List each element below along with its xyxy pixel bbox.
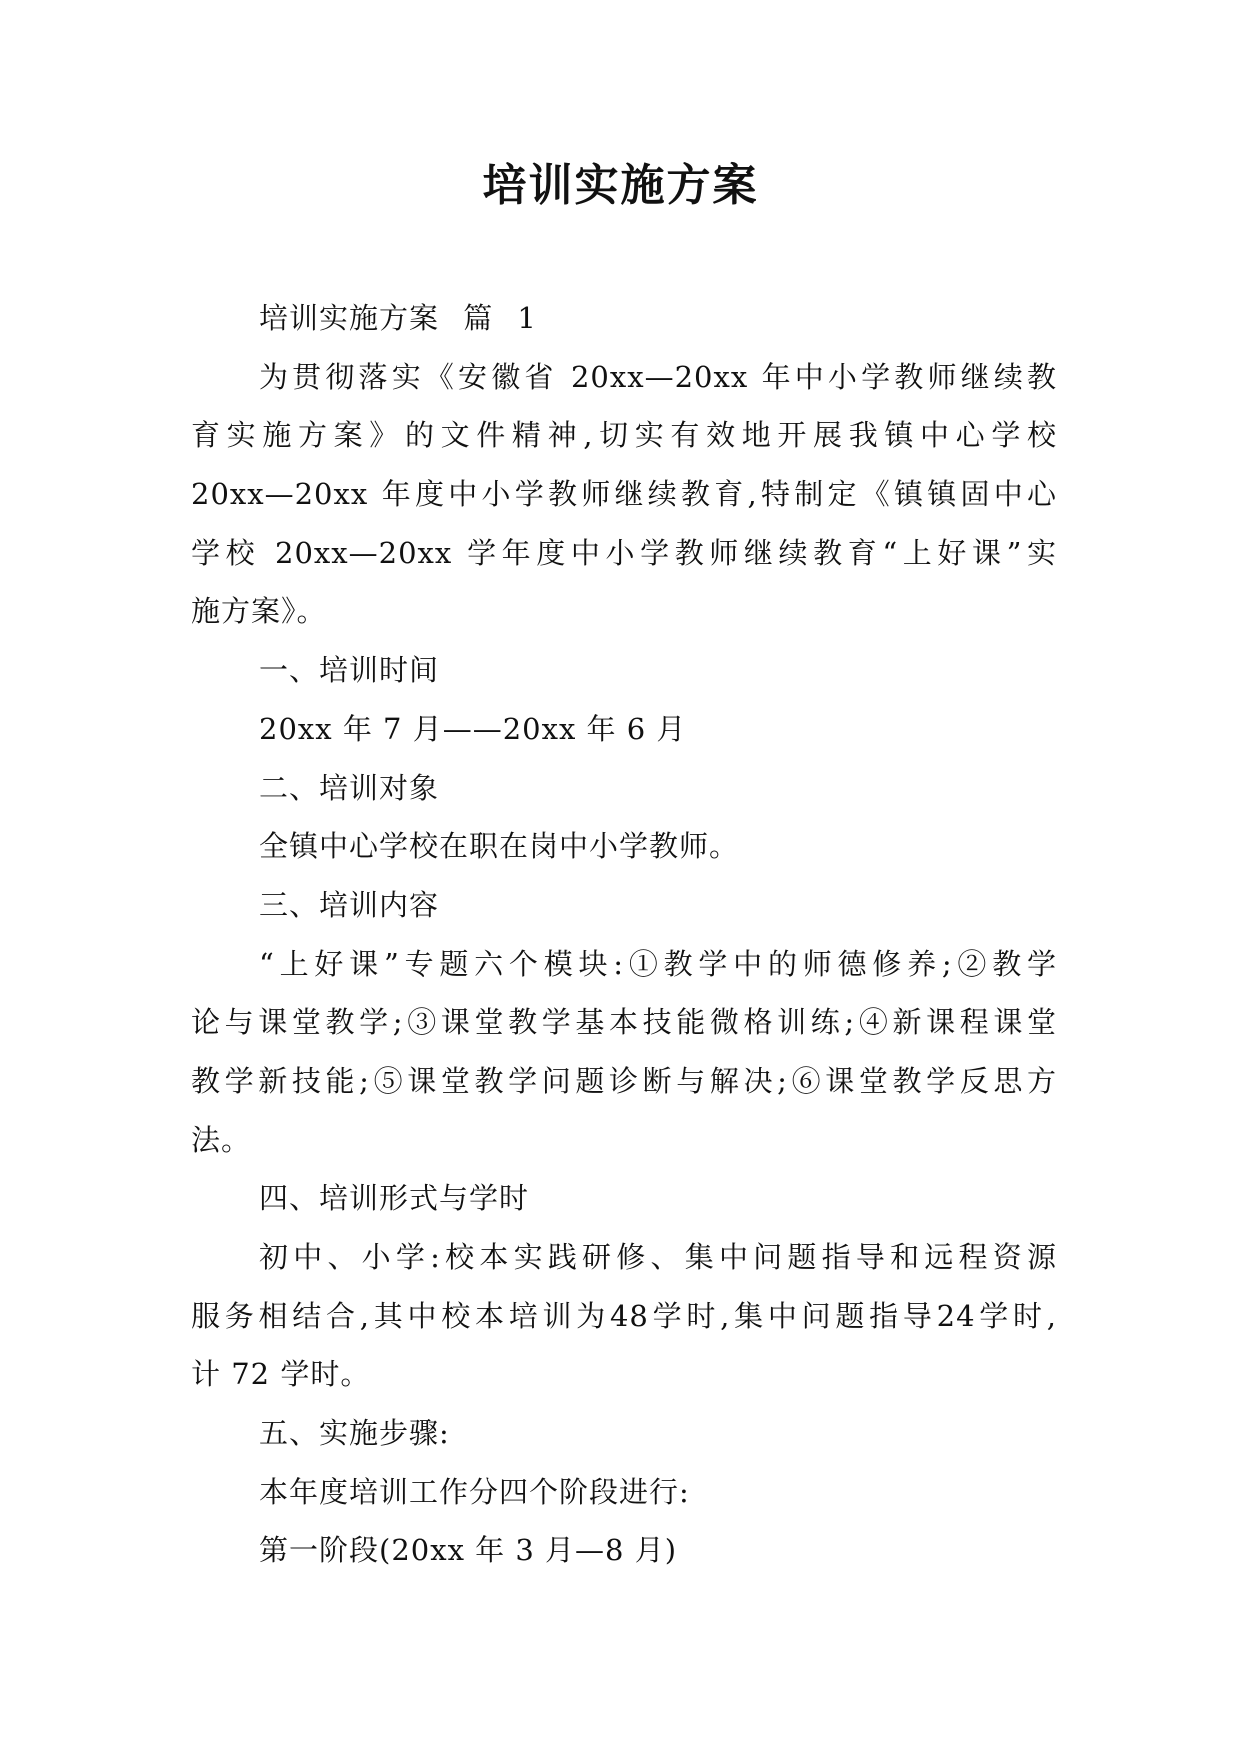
paragraph-line: 本年度培训工作分四个阶段进行:: [259, 1474, 690, 1509]
section-heading: 二、培训对象: [259, 770, 440, 805]
section-heading: 四、培训形式与学时: [259, 1181, 530, 1216]
paragraph-line: 施方案》。: [191, 594, 327, 629]
paragraph: [191, 1228, 1057, 1404]
paragraph: [191, 700, 1057, 759]
paragraph: [191, 935, 1057, 1170]
paragraph-line: 第一阶段(20xx 年 3 月—8 月): [259, 1533, 678, 1568]
paragraph: [191, 1463, 1057, 1522]
paragraph-line: 初中、小学:校本实践研修、集中问题指导和远程资源: [259, 1240, 1057, 1274]
section-heading-time: [191, 641, 1057, 700]
section-heading-target: [191, 759, 1057, 818]
intro-paragraph: [191, 348, 1057, 641]
paragraph-line: 论与课堂教学;③课堂教学基本技能微格训练;④新课程课堂: [191, 1005, 1057, 1040]
paragraph-line: 20xx 年 7 月——20xx 年 6 月: [259, 711, 687, 746]
paragraph-line: 为贯彻落实《安徽省 20xx—20xx 年中小学教师继续教: [259, 359, 1057, 394]
paragraph-line: 学校 20xx—20xx 学年度中小学教师继续教育“上好课”实: [191, 535, 1057, 570]
paragraph-line: 培训实施方案 篇 1: [259, 301, 537, 335]
document-body: [191, 289, 1057, 1580]
paragraph-line: 服务相结合,其中校本培训为48学时,集中问题指导24学时,: [191, 1298, 1057, 1333]
section-heading: 一、培训时间: [259, 653, 440, 688]
paragraph-line: “上好课”专题六个模块:①教学中的师德修养;②教学: [259, 946, 1057, 981]
paragraph-line: 计 72 学时。: [191, 1357, 371, 1392]
paragraph-line: 全镇中心学校在职在岗中小学教师。: [259, 829, 740, 864]
section-heading-format: [191, 1169, 1057, 1228]
section-heading-content: [191, 876, 1057, 935]
paragraph-line: 20xx—20xx 年度中小学教师继续教育,特制定《镇镇固中心: [191, 477, 1057, 512]
paragraph-line: 育实施方案》的文件精神,切实有效地开展我镇中心学校: [191, 418, 1057, 453]
section-heading: 五、实施步骤:: [259, 1416, 450, 1451]
document-subtitle: [191, 289, 1057, 348]
paragraph-line: 法。: [191, 1122, 252, 1157]
document-title: 培训实施方案: [482, 160, 759, 211]
section-heading-steps: [191, 1404, 1057, 1463]
paragraph-line: 教学新技能;⑤课堂教学问题诊断与解决;⑥课堂教学反思方: [191, 1063, 1057, 1098]
paragraph: [191, 1521, 1057, 1580]
paragraph: [191, 817, 1057, 876]
section-heading: 三、培训内容: [259, 887, 440, 922]
